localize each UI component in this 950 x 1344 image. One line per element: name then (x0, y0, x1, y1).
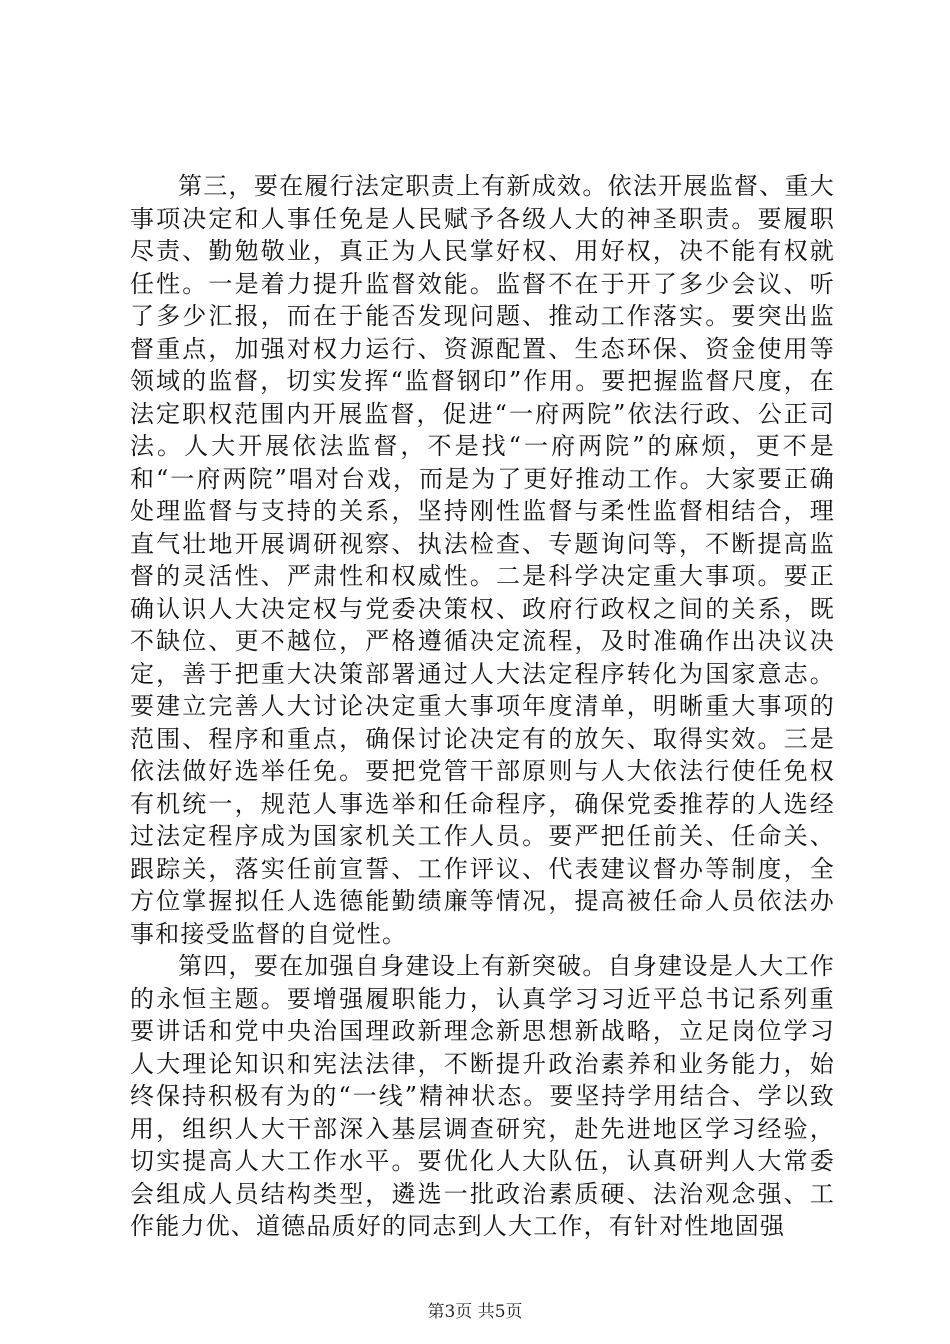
paragraph-duty-performance: 第三，要在履行法定职责上有新成效。依法开展监督、重大事项决定和人事任免是人民赋予各级人大的神圣职责。要履职尽责、勤勉敬业，真正为人民掌好权、用好权，决不能有权就任性。一是着力提升监督效能。监督不在于开了多少会议、听了多少汇报，而在于能否发现问题、推动工作落实。要突出监督重点，加强对权力运行、资源配置、生态环保、资金使用等领域的监督，切实发挥“监督钢印”作用。要把握监督尺度，在法定职权范围内开展监督，促进“一府两院”依法行政、公正司法。人大开展依法监督，不是找“一府两院”的麻烦，更不是和“一府两院”唱对台戏，而是为了更好推动工作。大家要正确处理监督与支持的关系，坚持刚性监督与柔性监督相结合，理直气壮地开展调研视察、执法检查、专题询问等，不断提高监督的灵活性、严肃性和权威性。二是科学决定重大事项。要正确认识人大决定权与党委决策权、政府行政权之间的关系，既不缺位、更不越位，严格遵循决定流程，及时准确作出决议决定，善于把重大决策部署通过人大法定程序转化为国家意志。要建立完善人大讨论决定重大事项年度清单，明晰重大事项的范围、程序和重点，确保讨论决定有的放矢、取得实效。三是依法做好选举任免。要把党管干部原则与人大依法行使任免权有机统一，规范人事选举和任命程序，确保党委推荐的人选经过法定程序成为国家机关工作人员。要严把任前关、任命关、跟踪关，落实任前宣誓、工作评议、代表建议督办等制度，全方位掌握拟任人选德能勤绩廉等情况，提高被任命人员依法办事和接受监督的自觉性。 (130, 172, 835, 948)
page-number-footer: 第3页 共5页 (427, 1302, 523, 1322)
paragraph-self-building: 第四，要在加强自身建设上有新突破。自身建设是人大工作的永恒主题。要增强履职能力，认真学习习近平总书记系列重要讲话和党中央治国理政新理念新思想新战略，立足岗位学习人大理论知识和宪法法律，不断提升政治素养和业务能力，始终保持积极有为的“一线”精神状态。要坚持学用结合、学以致用，组织人大干部深入基层调查研究，赴先进地区学习经验，切实提高人大工作水平。要优化人大队伍，认真研判人大常委会组成人员结构类型，遴选一批政治素质硬、法治观念强、工作能力优、道德品质好的同志到人大工作，有针对性地固强 (130, 952, 835, 1240)
document-body (130, 170, 835, 1243)
